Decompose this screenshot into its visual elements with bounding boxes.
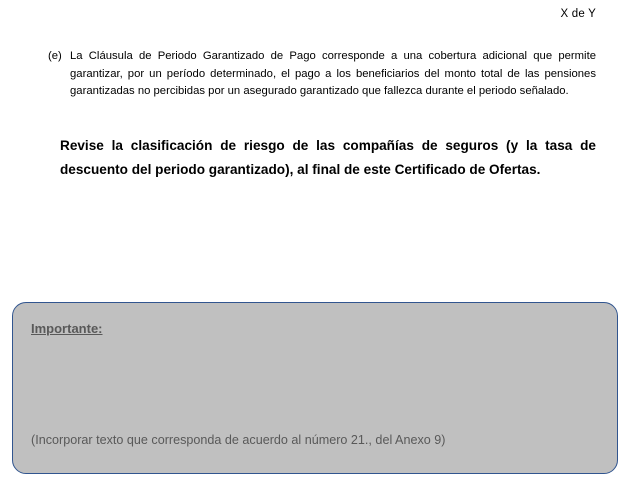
page-indicator: X de Y [560,8,596,20]
callout-placeholder-note: (Incorporar texto que corresponda de acuerdo al número 21., del Anexo 9) [31,433,446,447]
callout-title: Importante: [31,321,103,336]
list-item [44,48,596,101]
important-callout-box [12,302,618,474]
body-content [44,48,596,101]
list-item-text: La Cláusula de Periodo Garantizado de Pago corresponde a una cobertura adicional que permite garantizar, por un período determinado, el pago a los beneficiarios del monto total de las pensiones garantizadas no percibidas por un asegurado garantizado que fallezca durante el periodo señalado. [70,50,596,97]
list-item-marker: (e) [48,50,62,62]
emphasis-paragraph: Revise la clasificación de riesgo de las compañías de seguros (y la tasa de descuento del periodo garantizado), al final de este Certificado de Ofertas. [60,138,596,177]
